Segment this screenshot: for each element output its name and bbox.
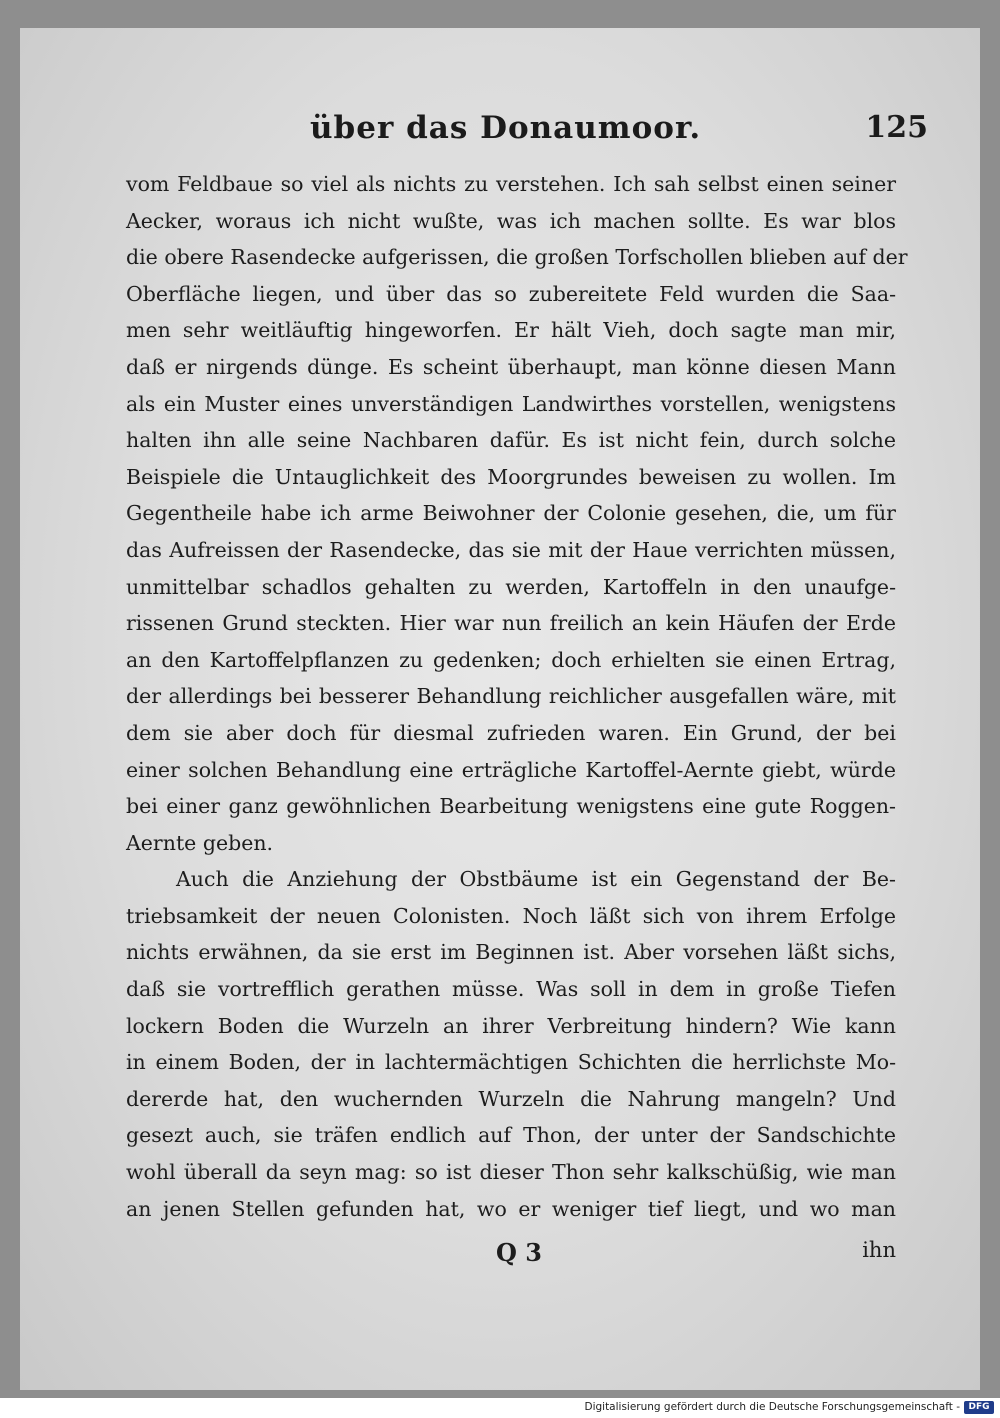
text-line: unmittelbar schadlos gehalten zu werden, Kartoffeln in den unaufge- (126, 574, 896, 599)
dfg-logo-icon: DFG (964, 1401, 994, 1414)
paragraph-1 (126, 166, 908, 861)
text-line: das Aufreissen der Rasendecke, das sie mit der Haue verrichten müssen, (126, 537, 896, 562)
text-line: nichts erwähnen, da sie erst im Beginnen ist. Aber vorsehen läßt sichs, (126, 940, 896, 965)
text-line: dererde hat, den wuchernden Wurzeln die Nahrung mangeln? Und (126, 1086, 896, 1111)
text-line: gesezt auch, sie träfen endlich auf Thon, der unter der Sandschichte (126, 1123, 896, 1148)
text-line: daß er nirgends dünge. Es scheint überhaupt, man könne diesen Mann (126, 354, 896, 379)
body-text (126, 166, 908, 1227)
running-head (20, 110, 980, 158)
text-line: in einem Boden, der in lachtermächtigen Schichten die herrlichste Mo- (126, 1050, 896, 1075)
text-line: triebsamkeit der neuen Colonisten. Noch läßt sich von ihrem Erfolge (126, 903, 896, 928)
text-line: Aecker, woraus ich nicht wußte, was ich machen sollte. Es war blos (126, 208, 896, 233)
text-line: vom Feldbaue so viel als nichts zu verstehen. Ich sah selbst einen seiner (126, 172, 896, 196)
header-title: über das Donaumoor. (310, 110, 702, 146)
footer-credit: Digitalisierung gefördert durch die Deutsche Forschungsgemeinschaft - (584, 1401, 960, 1413)
text-line: rissenen Grund steckten. Hier war nun freilich an kein Häufen der Erde (126, 611, 896, 636)
text-line: Gegentheile habe ich arme Beiwohner der Colonie gesehen, die, um für (126, 501, 896, 526)
text-line: Aernte geben. (126, 830, 274, 855)
text-line: Beispiele die Untauglichkeit des Moorgrundes beweisen zu wollen. Im (126, 464, 896, 489)
signature-mark: Q 3 (496, 1238, 542, 1267)
digitization-footer (0, 1398, 1000, 1418)
text-line: an den Kartoffelpflanzen zu gedenken; doch erhielten sie einen Ertrag, (126, 647, 896, 672)
text-line: men sehr weitläuftig hingeworfen. Er hält Vieh, doch sagte man mir, (126, 318, 896, 343)
text-line: als ein Muster eines unverständigen Landwirthes vorstellen, wenigstens (126, 391, 896, 416)
signature-line (20, 1238, 980, 1278)
text-line: wohl überall da seyn mag: so ist dieser Thon sehr kalkschüßig, wie man (126, 1160, 896, 1185)
catchword: ihn (862, 1238, 896, 1262)
page-number: 125 (865, 110, 928, 145)
book-page (20, 28, 980, 1390)
text-line: halten ihn alle seine Nachbaren dafür. Es ist nicht fein, durch solche (126, 428, 896, 453)
text-line: die obere Rasendecke aufgerissen, die großen Torfschollen blieben auf der (126, 245, 908, 270)
text-line: Auch die Anziehung der Obstbäume ist ein Gegenstand der Be- (176, 867, 896, 892)
text-line: daß sie vortrefflich gerathen müsse. Was soll in dem in große Tiefen (126, 977, 896, 1002)
text-line: dem sie aber doch für diesmal zufrieden waren. Ein Grund, der bei (126, 720, 896, 745)
text-line: lockern Boden die Wurzeln an ihrer Verbreitung hindern? Wie kann (126, 1013, 896, 1038)
text-line: einer solchen Behandlung eine erträgliche Kartoffel-Aernte giebt, würde (126, 757, 896, 782)
text-line: Oberfläche liegen, und über das so zubereitete Feld wurden die Saa- (126, 281, 896, 306)
text-line: der allerdings bei besserer Behandlung reichlicher ausgefallen wäre, mit (126, 684, 896, 709)
text-line: an jenen Stellen gefunden hat, wo er weniger tief liegt, und wo man (126, 1196, 896, 1221)
text-line: bei einer ganz gewöhnlichen Bearbeitung wenigstens eine gute Roggen- (126, 794, 896, 819)
paragraph-2 (126, 861, 896, 1227)
